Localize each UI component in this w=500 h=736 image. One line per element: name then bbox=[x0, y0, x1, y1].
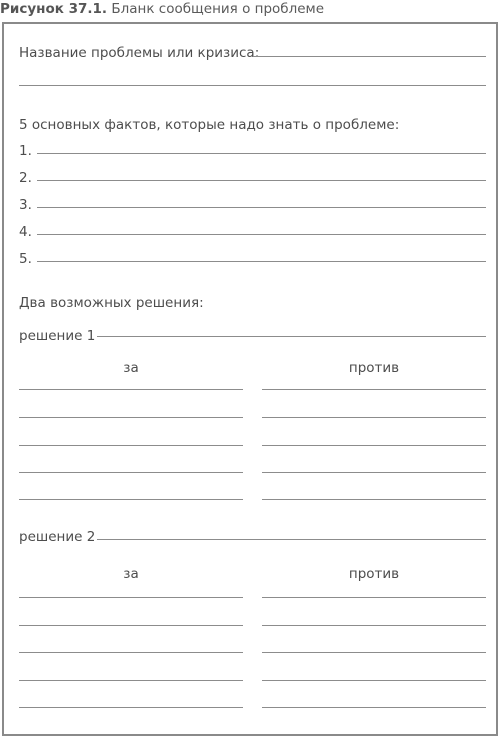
solution-2-con-label: против bbox=[348, 566, 400, 582]
solution-1-pro-line[interactable] bbox=[19, 417, 243, 418]
solution-1-pro-line[interactable] bbox=[19, 445, 243, 446]
problem-name-field-line-2[interactable] bbox=[19, 85, 486, 86]
fact-number-4: 4. bbox=[19, 224, 32, 240]
solution-2-con-line[interactable] bbox=[262, 680, 486, 681]
solution-2-pro-line[interactable] bbox=[19, 625, 243, 626]
fact-number-1: 1. bbox=[19, 143, 32, 159]
solution-2-pro-line[interactable] bbox=[19, 680, 243, 681]
solution-1-pro-line[interactable] bbox=[19, 472, 243, 473]
solution-1-pro-line[interactable] bbox=[19, 389, 243, 390]
fact-number-2: 2. bbox=[19, 170, 32, 186]
solution-1-con-line[interactable] bbox=[262, 417, 486, 418]
solution-1-pro-label: за bbox=[123, 360, 139, 376]
solution-2-field[interactable] bbox=[97, 539, 486, 540]
fact-number-3: 3. bbox=[19, 197, 32, 213]
solution-1-con-line[interactable] bbox=[262, 472, 486, 473]
solution-2-label: решение 2 bbox=[19, 529, 96, 545]
fact-field-4[interactable] bbox=[37, 234, 486, 235]
fact-number-5: 5. bbox=[19, 251, 32, 267]
fact-field-2[interactable] bbox=[37, 180, 486, 181]
problem-name-label: Название проблемы или кризиса: bbox=[19, 45, 260, 61]
solution-1-label: решение 1 bbox=[19, 328, 96, 344]
solutions-heading: Два возможных решения: bbox=[19, 295, 204, 311]
solution-1-con-line[interactable] bbox=[262, 389, 486, 390]
problem-report-form bbox=[2, 22, 498, 736]
solution-2-pro-line[interactable] bbox=[19, 707, 243, 708]
solution-2-pro-line[interactable] bbox=[19, 597, 243, 598]
solution-1-field[interactable] bbox=[97, 336, 486, 337]
solution-2-con-line[interactable] bbox=[262, 652, 486, 653]
solution-1-con-line[interactable] bbox=[262, 499, 486, 500]
solution-2-pro-line[interactable] bbox=[19, 652, 243, 653]
fact-field-3[interactable] bbox=[37, 207, 486, 208]
facts-heading: 5 основных фактов, которые надо знать о проблеме: bbox=[19, 117, 400, 133]
figure-title: Бланк сообщения о проблеме bbox=[111, 1, 325, 17]
solution-1-con-label: против bbox=[348, 360, 400, 376]
solution-2-pro-label: за bbox=[123, 566, 139, 582]
solution-2-con-line[interactable] bbox=[262, 597, 486, 598]
solution-1-con-line[interactable] bbox=[262, 445, 486, 446]
fact-field-5[interactable] bbox=[37, 261, 486, 262]
problem-name-field[interactable] bbox=[253, 56, 486, 57]
solution-2-con-line[interactable] bbox=[262, 625, 486, 626]
fact-field-1[interactable] bbox=[37, 153, 486, 154]
solution-2-con-line[interactable] bbox=[262, 707, 486, 708]
solution-1-pro-line[interactable] bbox=[19, 499, 243, 500]
figure-label: Рисунок 37.1. bbox=[0, 1, 108, 17]
figure-caption bbox=[0, 0, 324, 22]
